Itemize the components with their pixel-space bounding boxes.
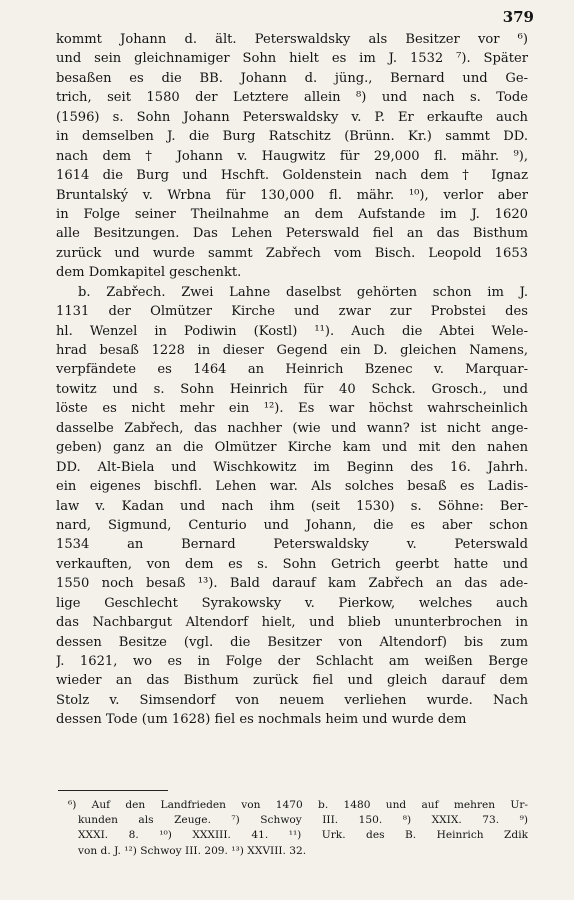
text-line: lige Geschlecht Syrakowsky v. Pierkow, welches auch bbox=[56, 595, 528, 611]
page-number: 379 bbox=[502, 8, 534, 26]
text-line: 1550 noch besaß ¹³). Bald darauf kam Zabřech an das ade- bbox=[56, 576, 528, 592]
footnote-line: XXXI. 8. ¹⁰) XXXIII. 41. ¹¹) Urk. des B. Heinrich Zdik bbox=[78, 829, 528, 842]
text-line: dasselbe Zabřech, das nachher (wie und wann? ist nicht ange- bbox=[56, 420, 528, 436]
footnote-line: von d. J. ¹²) Schwoy III. 209. ¹³) XXVIII. 32. bbox=[78, 844, 307, 857]
text-line: zurück und wurde sammt Zabřech vom Bisch. Leopold 1653 bbox=[56, 245, 528, 261]
text-line: 1131 der Olmützer Kirche und zwar zur Probstei des bbox=[56, 304, 528, 320]
text-line: law v. Kadan und nach ihm (seit 1530) s. Söhne: Ber- bbox=[56, 498, 528, 514]
text-line: (1596) s. Sohn Johann Peterswaldsky v. P. Er erkaufte auch bbox=[56, 109, 528, 125]
text-line: trich, seit 1580 der Letztere allein ⁸) und nach s. Tode bbox=[56, 90, 528, 106]
text-line: Bruntalský v. Wrbna für 130,000 fl. mähr. ¹⁰), verlor aber bbox=[56, 187, 528, 203]
body-text bbox=[56, 30, 528, 730]
text-line: Stolz v. Simsendorf von neuem verliehen wurde. Nach bbox=[56, 692, 528, 708]
text-line: dem Domkapitel geschenkt. bbox=[56, 265, 242, 281]
text-line: DD. Alt-Biela und Wischkowitz im Beginn des 16. Jahrh. bbox=[56, 459, 528, 475]
text-line: dessen Besitze (vgl. die Besitzer von Altendorf) bis zum bbox=[56, 634, 528, 650]
footnote-divider bbox=[58, 790, 168, 791]
footnote-line: ⁶) Auf den Landfrieden von 1470 b. 1480 und auf mehren Ur- bbox=[68, 799, 528, 811]
text-line: 1534 an Bernard Peterswaldsky v. Peterswald bbox=[56, 537, 528, 553]
text-line: alle Besitzungen. Das Lehen Peterswald fiel an das Bisthum bbox=[56, 226, 528, 242]
text-line: in Folge seiner Theilnahme an dem Aufstande im J. 1620 bbox=[56, 206, 528, 222]
text-line: geben) ganz an die Olmützer Kirche kam und mit den nahen bbox=[56, 440, 528, 456]
footnotes bbox=[68, 798, 528, 859]
text-line: ein eigenes bischfl. Lehen war. Als solches besaß es Ladis- bbox=[56, 479, 528, 495]
footnote-line: kunden als Zeuge. ⁷) Schwoy III. 150. ⁸) XXIX. 73. ⁹) bbox=[78, 814, 528, 827]
text-line: towitz und s. Sohn Heinrich für 40 Schck. Grosch., und bbox=[56, 381, 528, 397]
text-line: nach dem † Johann v. Haugwitz für 29,000 fl. mähr. ⁹), bbox=[56, 148, 528, 164]
text-line: in demselben J. die Burg Ratschitz (Brünn. Kr.) sammt DD. bbox=[56, 129, 528, 145]
text-line: kommt Johann d. ält. Peterswaldsky als Besitzer vor ⁶) bbox=[56, 32, 528, 47]
text-line: das Nachbargut Altendorf hielt, und blieb ununterbrochen in bbox=[56, 615, 528, 631]
text-line: hrad besaß 1228 in dieser Gegend ein D. gleichen Namens, bbox=[56, 343, 528, 358]
text-line: b. Zabřech. Zwei Lahne daselbst gehörten schon im J. bbox=[78, 284, 528, 300]
text-line: löste es nicht mehr ein ¹²). Es war höchst wahrscheinlich bbox=[56, 401, 528, 417]
text-line: wieder an das Bisthum zurück fiel und gleich darauf dem bbox=[56, 673, 528, 689]
text-line: verkauften, von dem es s. Sohn Getrich geerbt hatte und bbox=[56, 556, 528, 572]
text-line: besaßen es die BB. Johann d. jüng., Bernard und Ge- bbox=[56, 70, 528, 86]
text-line: dessen Tode (um 1628) fiel es nochmals heim und wurde dem bbox=[56, 712, 467, 728]
text-line: J. 1621, wo es in Folge der Schlacht am weißen Berge bbox=[56, 654, 528, 669]
text-line: 1614 die Burg und Hschft. Goldenstein nach dem † Ignaz bbox=[56, 168, 528, 184]
text-line: hl. Wenzel in Podiwin (Kostl) ¹¹). Auch die Abtei Wele- bbox=[56, 323, 528, 339]
text-line: nard, Sigmund, Centurio und Johann, die es aber schon bbox=[56, 517, 528, 533]
text-line: verpfändete es 1464 an Heinrich Bzenec v. Marquar- bbox=[56, 362, 528, 378]
text-line: und sein gleichnamiger Sohn hielt es im J. 1532 ⁷). Später bbox=[56, 51, 528, 67]
